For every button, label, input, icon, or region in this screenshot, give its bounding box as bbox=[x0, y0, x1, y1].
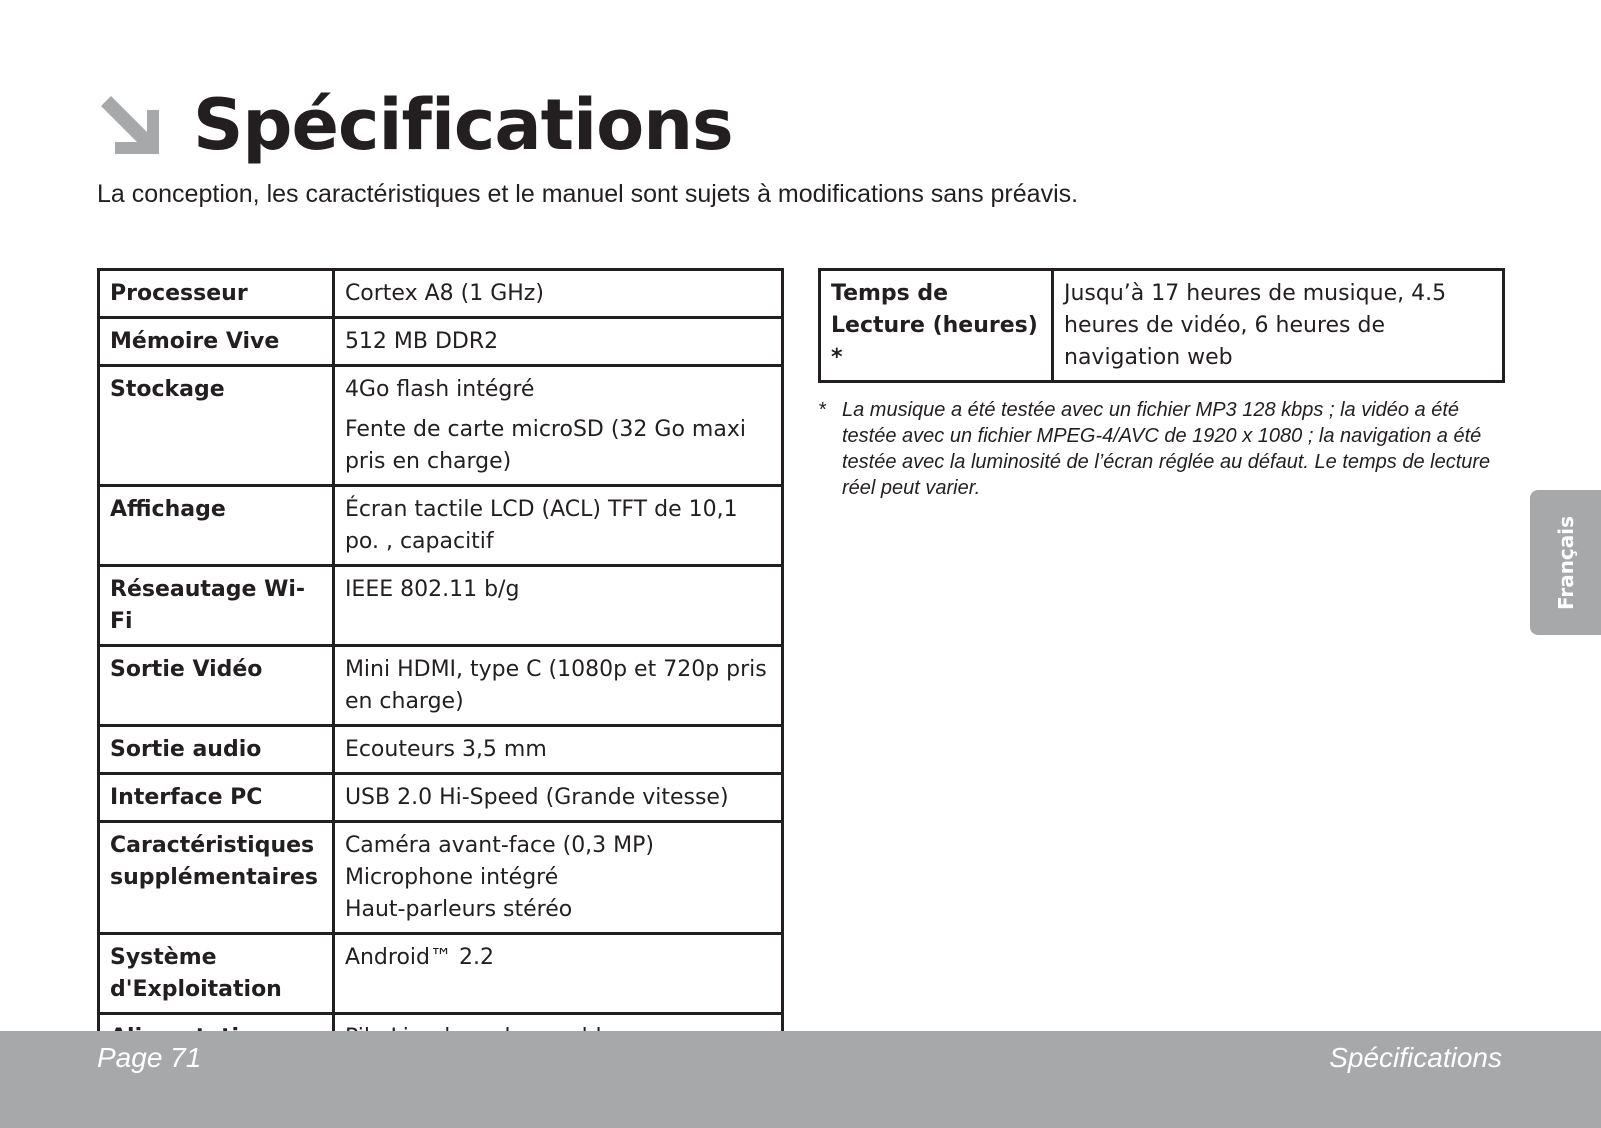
spec-value-line: IEEE 802.11 b/g bbox=[344, 577, 520, 602]
spec-value-line: Mini HDMI, type C (1080p et 720p pris en charge) bbox=[344, 657, 767, 714]
spec-value-line: Écran tactile LCD (ACL) TFT de 10,1 po. , capacitif bbox=[344, 497, 738, 554]
table-row bbox=[99, 726, 783, 774]
spec-value bbox=[333, 318, 782, 366]
table-row bbox=[99, 646, 783, 726]
arrow-down-right-icon bbox=[97, 92, 163, 158]
footnote-marker: * bbox=[818, 399, 826, 421]
spec-value-line: Ecouteurs 3,5 mm bbox=[344, 737, 547, 762]
spec-label: Sortie Vidéo bbox=[99, 646, 334, 726]
spec-value-line: USB 2.0 Hi-Speed (Grande vitesse) bbox=[344, 785, 729, 810]
table-row bbox=[99, 366, 783, 486]
spec-value bbox=[333, 270, 782, 318]
table-row bbox=[99, 934, 783, 1014]
table-row bbox=[99, 270, 783, 318]
spec-label: Processeur bbox=[99, 270, 334, 318]
spec-label: Sortie audio bbox=[99, 726, 334, 774]
spec-label: Mémoire Vive bbox=[99, 318, 334, 366]
spec-value bbox=[333, 486, 782, 566]
spec-value-line: Caméra avant-face (0,3 MP) bbox=[344, 833, 655, 858]
specifications-table bbox=[97, 268, 784, 1095]
spec-value bbox=[333, 774, 782, 822]
language-tab bbox=[1530, 490, 1601, 635]
spec-label: Réseautage Wi-Fi bbox=[99, 566, 334, 646]
spec-value bbox=[333, 822, 782, 934]
page-number: Page 71 bbox=[97, 1042, 202, 1073]
spec-value-line: Haut-parleurs stéréo bbox=[344, 897, 573, 922]
spec-value-line: 512 MB DDR2 bbox=[344, 329, 499, 354]
language-tab-label: Français bbox=[1553, 515, 1578, 610]
spec-value-line: 4Go flash intégré bbox=[344, 377, 535, 402]
page-footer bbox=[0, 1031, 1601, 1128]
spec-value bbox=[333, 566, 782, 646]
footer-section-title: Spécifications bbox=[1329, 1042, 1502, 1073]
table-row bbox=[99, 822, 783, 934]
footnote-text: La musique a été testée avec un fichier MP3 128 kbps ; la vidéo a été testée avec un fichier MPEG-4/AVC de 1920 x 1080 ; la navigation a été testée avec la luminosité de l’écran réglée au défaut. Le temps de lecture réel peut varier. bbox=[842, 399, 1491, 499]
spec-label: Interface PC bbox=[99, 774, 334, 822]
table-row bbox=[99, 774, 783, 822]
page-header bbox=[97, 80, 733, 170]
spec-value: Jusqu’à 17 heures de musique, 4.5 heures de vidéo, 6 heures de navigation web bbox=[1053, 270, 1504, 382]
spec-label: Stockage bbox=[99, 366, 334, 486]
playback-time-table bbox=[818, 268, 1505, 383]
spec-value bbox=[333, 646, 782, 726]
page-title: Spécifications bbox=[193, 84, 733, 166]
table-row bbox=[99, 566, 783, 646]
spec-value-line: Android™ 2.2 bbox=[344, 945, 494, 970]
table-row bbox=[99, 486, 783, 566]
spec-value bbox=[333, 934, 782, 1014]
spec-value-line: Microphone intégré bbox=[344, 865, 559, 890]
spec-label: Affichage bbox=[99, 486, 334, 566]
spec-value-line: Cortex A8 (1 GHz) bbox=[344, 281, 544, 306]
spec-label: Temps de Lecture (heures) * bbox=[820, 270, 1053, 382]
spec-value bbox=[333, 366, 782, 486]
spec-value bbox=[333, 726, 782, 774]
page-subtitle: La conception, les caractéristiques et le manuel sont sujets à modifications sans préavis. bbox=[97, 180, 1079, 208]
table-row bbox=[99, 318, 783, 366]
table-row bbox=[820, 270, 1504, 382]
footnote bbox=[818, 397, 1498, 501]
spec-value-line: Fente de carte microSD (32 Go maxi pris en charge) bbox=[344, 417, 746, 474]
spec-label: Système d'Exploitation bbox=[99, 934, 334, 1014]
spec-label: Caractéristiques supplémentaires bbox=[99, 822, 334, 934]
